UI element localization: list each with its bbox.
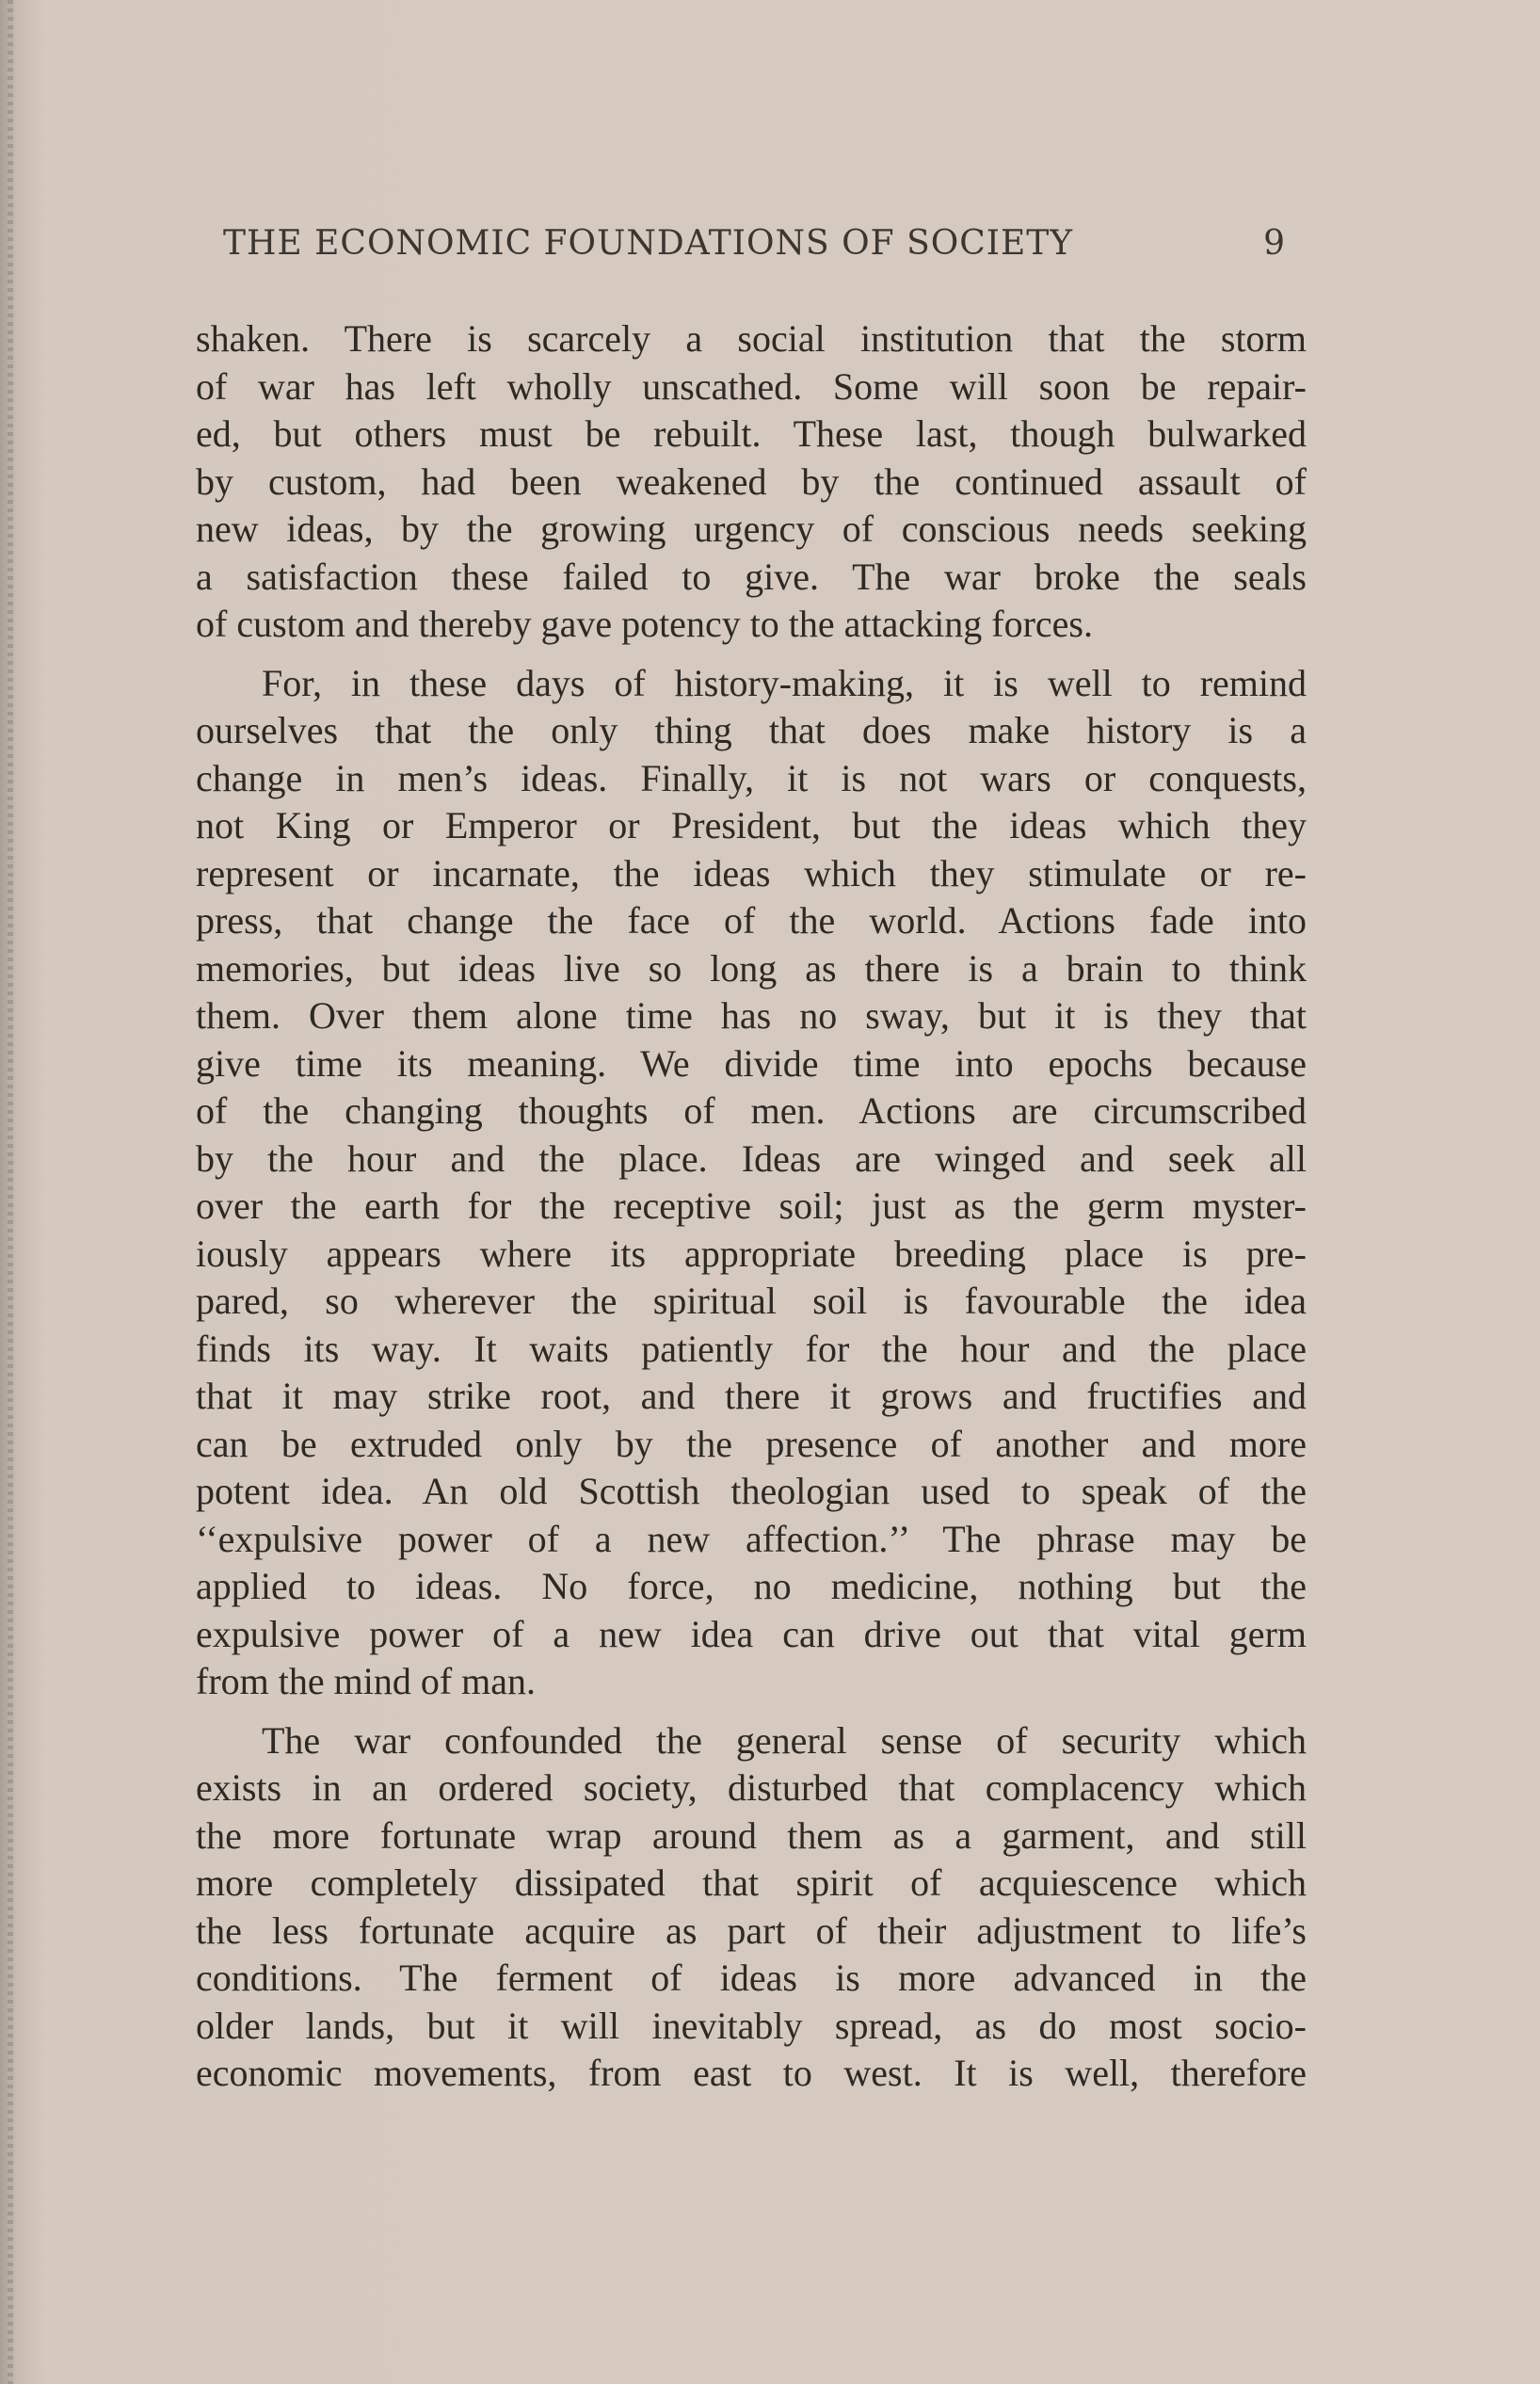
text-line: conditions. The ferment of ideas is more advanced in the: [196, 1957, 1307, 1999]
text-line: more completely dissipated that spirit of acquiescence which: [196, 1861, 1307, 1904]
text-line: by custom, had been weakened by the continued assault of: [196, 459, 1307, 503]
text-line: memories, but ideas live so long as there is a brain to think: [196, 946, 1307, 990]
text-line: The war confounded the general sense of security which: [262, 1718, 1307, 1762]
paragraph-1: [196, 315, 1307, 649]
text-line: ed, but others must be rebuilt. These last, though bulwarked: [196, 412, 1307, 455]
text-line: from the mind of man.: [196, 1660, 537, 1702]
text-line: older lands, but it will inevitably spread, as do most socio-: [196, 2004, 1307, 2047]
text-line: finds its way. It waits patiently for the hour and the place: [196, 1327, 1307, 1370]
text-line: applied to ideas. No force, no medicine, nothing but the: [196, 1565, 1307, 1607]
text-line: For, in these days of history-making, it is well to remind: [262, 661, 1307, 704]
paragraph-2: [196, 660, 1307, 1706]
text-line: iously appears where its appropriate breeding place is pre-: [196, 1232, 1307, 1275]
running-title: THE ECONOMIC FOUNDATIONS OF SOCIETY: [223, 224, 1074, 263]
text-line: of custom and thereby gave potency to the attacking forces.: [196, 603, 1093, 645]
body-text: [196, 315, 1307, 2098]
text-line: press, that change the face of the world. Actions fade into: [196, 899, 1307, 942]
text-line: economic movements, from east to west. It is well, therefore: [196, 2052, 1307, 2094]
text-line: of the changing thoughts of men. Actions are circumscribed: [196, 1089, 1307, 1132]
paragraph-gap: [196, 1706, 1307, 1717]
book-gutter: [8, 0, 13, 2384]
text-line: that it may strike root, and there it grows and fructifies and: [196, 1375, 1307, 1417]
text-line: pared, so wherever the spiritual soil is favourable the idea: [196, 1280, 1307, 1322]
text-line: exists in an ordered society, disturbed that complacency which: [196, 1766, 1307, 1809]
text-line: of war has left wholly unscathed. Some will soon be repair-: [196, 364, 1307, 408]
page-number: 9: [1263, 224, 1285, 263]
text-line: ‘‘expulsive power of a new affection.’’ The phrase may be: [196, 1517, 1307, 1560]
text-line: shaken. There is scarcely a social institution that the storm: [196, 317, 1307, 360]
text-line: the more fortunate wrap around them as a garment, and still: [196, 1813, 1307, 1857]
text-line: not King or Emperor or President, but the ideas which they: [196, 804, 1307, 846]
text-line: give time its meaning. We divide time into epochs because: [196, 1041, 1307, 1085]
text-line: can be extruded only by the presence of another and more: [196, 1422, 1307, 1465]
text-line: potent idea. An old Scottish theologian used to speak of the: [196, 1470, 1307, 1512]
text-line: represent or incarnate, the ideas which they stimulate or re-: [196, 851, 1307, 894]
text-line: over the earth for the receptive soil; just as the germ myster-: [196, 1184, 1307, 1227]
text-line: change in men’s ideas. Finally, it is not wars or conquests,: [196, 756, 1307, 799]
paragraph-gap: [196, 649, 1307, 660]
text-line: new ideas, by the growing urgency of conscious needs seeking: [196, 507, 1307, 550]
text-line: expulsive power of a new idea can drive out that vital germ: [196, 1612, 1307, 1655]
running-head: [223, 224, 1285, 277]
text-line: by the hour and the place. Ideas are winged and seek all: [196, 1136, 1307, 1180]
text-line: the less fortunate acquire as part of their adjustment to life’s: [196, 1909, 1307, 1952]
paragraph-3: [196, 1717, 1307, 2098]
text-line: them. Over them alone time has no sway, but it is they that: [196, 994, 1307, 1037]
text-line: ourselves that the only thing that does make history is a: [196, 709, 1307, 751]
text-line: a satisfaction these failed to give. The war broke the seals: [196, 555, 1307, 598]
